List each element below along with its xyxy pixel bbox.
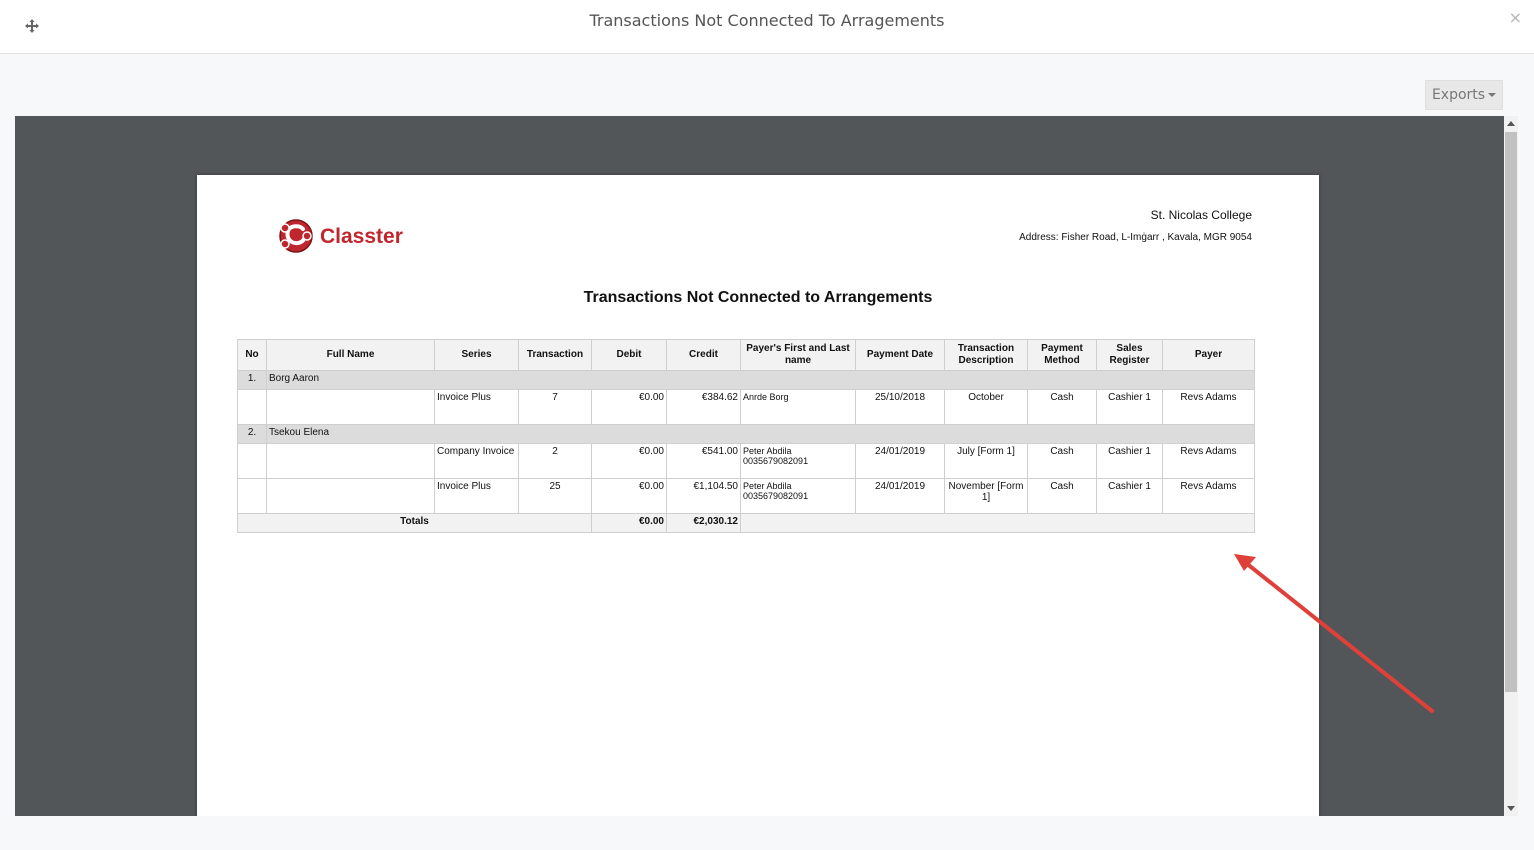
school-address: Address: Fisher Road, L-Imġarr , Kavala, MGR 9054 [1019,232,1252,243]
series-cell: Company Invoice [435,444,519,479]
chevron-down-icon [1488,93,1496,97]
payer-cell: Revs Adams [1163,390,1255,425]
column-header: Payer's First and Last name [741,340,856,371]
logo-text: Classter [320,225,403,248]
column-header: Credit [667,340,741,371]
totals-row [238,514,1255,533]
series-cell: Invoice Plus [435,479,519,514]
scroll-down-icon[interactable] [1507,806,1515,811]
transaction-cell: 7 [519,390,592,425]
payer-phone: 0035679082091 [743,456,809,466]
column-header: Transaction Description [945,340,1028,371]
column-header: Transaction [519,340,592,371]
empty-cell [267,444,435,479]
exports-label: Exports [1431,87,1486,103]
table-row [238,390,1255,425]
credit-cell: €1,104.50 [667,479,741,514]
empty-cell [741,514,1255,533]
modal-title: Transactions Not Connected To Arragements [589,11,945,30]
method-cell: Cash [1028,444,1097,479]
table-row [238,444,1255,479]
register-cell: Cashier 1 [1097,390,1163,425]
payer-name: Anrde Borg [743,392,789,402]
transaction-cell: 25 [519,479,592,514]
column-header: Series [435,340,519,371]
method-cell: Cash [1028,479,1097,514]
column-header: No [238,340,267,371]
transactions-table [237,339,1255,533]
column-header: Payer [1163,340,1255,371]
group-row [238,371,1255,390]
payer-name-cell [741,444,856,479]
empty-cell [267,390,435,425]
payer-phone: 0035679082091 [743,491,809,501]
register-cell: Cashier 1 [1097,444,1163,479]
group-name: Borg Aaron [267,371,1255,390]
totals-label: Totals [238,514,592,533]
empty-cell [238,479,267,514]
payer-cell: Revs Adams [1163,444,1255,479]
viewer-scrollbar[interactable] [1504,116,1518,816]
column-header: Debit [592,340,667,371]
description-cell: October [945,390,1028,425]
description-cell: November [Form 1] [945,479,1028,514]
column-header: Sales Register [1097,340,1163,371]
group-no: 1. [238,371,267,390]
table-header-row [238,340,1255,371]
school-name: St. Nicolas College [1150,208,1252,222]
column-header: Payment Method [1028,340,1097,371]
payment-date-cell: 25/10/2018 [856,390,945,425]
description-cell: July [Form 1] [945,444,1028,479]
transaction-cell: 2 [519,444,592,479]
exports-button[interactable] [1425,80,1503,110]
debit-cell: €0.00 [592,390,667,425]
scroll-up-icon[interactable] [1507,121,1515,126]
empty-cell [238,444,267,479]
debit-cell: €0.00 [592,479,667,514]
totals-credit: €2,030.12 [667,514,741,533]
report-title: Transactions Not Connected to Arrangements [583,289,933,306]
payer-name-cell [741,390,856,425]
pdf-viewer [15,116,1504,816]
report-page [197,175,1319,816]
debit-cell: €0.00 [592,444,667,479]
payer-cell: Revs Adams [1163,479,1255,514]
column-header: Full Name [267,340,435,371]
credit-cell: €384.62 [667,390,741,425]
series-cell: Invoice Plus [435,390,519,425]
classter-logo [276,218,403,254]
empty-cell [238,390,267,425]
close-icon[interactable]: × [1508,8,1522,27]
payment-date-cell: 24/01/2019 [856,479,945,514]
scroll-thumb[interactable] [1505,132,1517,692]
group-no: 2. [238,425,267,444]
payer-name: Peter Abdila [743,446,792,456]
column-header: Payment Date [856,340,945,371]
classter-logo-icon [276,218,316,254]
toolbar-area [0,55,1534,116]
payer-name-cell [741,479,856,514]
group-name: Tsekou Elena [267,425,1255,444]
empty-cell [267,479,435,514]
table-row [238,479,1255,514]
payer-name: Peter Abdila [743,481,792,491]
modal-header [0,0,1534,54]
payment-date-cell: 24/01/2019 [856,444,945,479]
totals-debit: €0.00 [592,514,667,533]
credit-cell: €541.00 [667,444,741,479]
group-row [238,425,1255,444]
method-cell: Cash [1028,390,1097,425]
register-cell: Cashier 1 [1097,479,1163,514]
